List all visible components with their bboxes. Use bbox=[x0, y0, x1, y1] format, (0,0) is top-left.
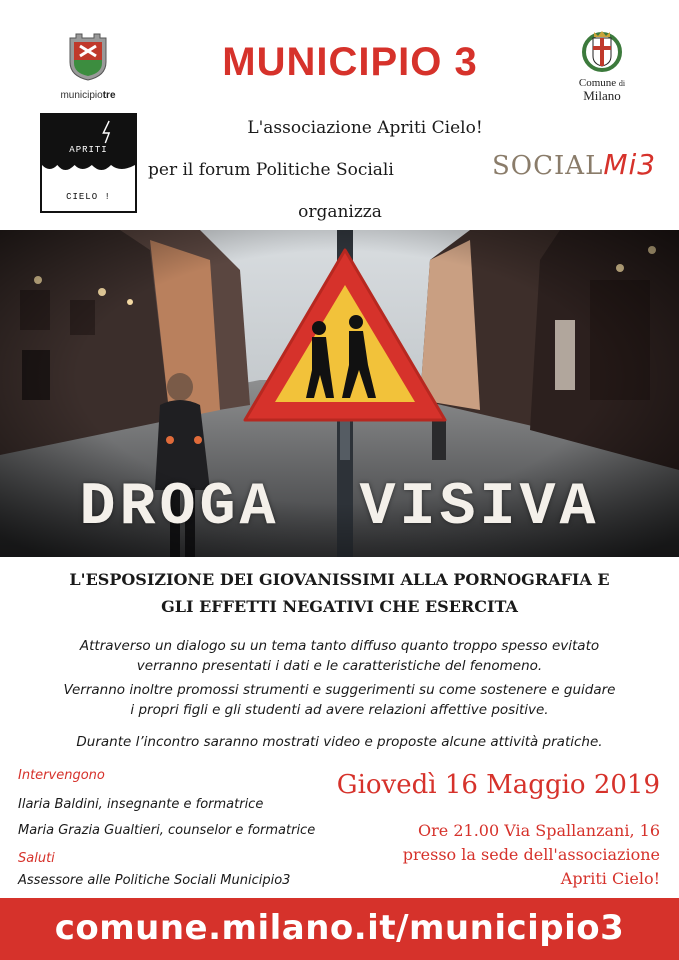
description-line: i propri figli e gli studenti ad avere relazioni affettive positive. bbox=[130, 702, 549, 718]
subtitle-line-2: GLI EFFETTI NEGATIVI CHE ESERCITA bbox=[161, 597, 518, 616]
event-time-place: Ore 21.00 Via Spallanzani, 16 bbox=[418, 821, 660, 840]
municipio-tre-logo bbox=[46, 32, 130, 102]
description-paragraph-1 bbox=[20, 636, 659, 676]
milano-crest-icon bbox=[579, 28, 625, 74]
description-line: verranno presentati i dati e le caratteristiche del fenomeno. bbox=[136, 658, 543, 674]
event-location-line-1: presso la sede dell'associazione bbox=[402, 845, 660, 864]
footer-url-link[interactable]: comune.milano.it/municipio3 bbox=[54, 908, 625, 948]
cielo-text: CIELO ! bbox=[66, 192, 111, 202]
description-line: Verranno inoltre promossi strumenti e suggerimenti su come sostenere e guidare bbox=[63, 682, 616, 698]
logo-right-milano: Milano bbox=[583, 88, 621, 103]
intro-line-1: L'associazione Apriti Cielo! bbox=[247, 118, 483, 138]
event-date: Giovedì 16 Maggio 2019 bbox=[336, 770, 660, 800]
apriti-text: APRITI bbox=[69, 145, 108, 155]
logo-right-di: di bbox=[618, 79, 626, 88]
intro-line-3: organizza bbox=[298, 202, 382, 222]
speakers-heading: Intervengono bbox=[18, 768, 105, 783]
social-suffix: Mi3 bbox=[603, 148, 657, 181]
description-line: Attraverso un dialogo su un tema tanto diffuso quanto troppo spesso evitato bbox=[79, 638, 600, 654]
subtitle bbox=[20, 566, 659, 620]
greetings-heading: Saluti bbox=[18, 851, 55, 866]
municipio-shield-icon bbox=[66, 32, 110, 82]
event-location-line-2: Apriti Cielo! bbox=[560, 869, 660, 888]
social-prefix: SOCIAL bbox=[492, 151, 604, 181]
apriti-cielo-logo bbox=[40, 113, 137, 213]
socialmi3-logo bbox=[492, 148, 656, 181]
comune-milano-logo bbox=[562, 28, 642, 108]
footer-banner bbox=[0, 898, 679, 960]
intro-line-2: per il forum Politiche Sociali bbox=[148, 160, 394, 180]
description-paragraph-2 bbox=[20, 680, 659, 720]
headline: DROGA VISIVA bbox=[79, 474, 600, 542]
logo-right-comune: Comune bbox=[578, 77, 617, 89]
description-paragraph-3: Durante l’incontro saranno mostrati video e proposte alcune attività pratiche. bbox=[76, 734, 603, 750]
subtitle-line-1: L'ESPOSIZIONE DEI GIOVANISSIMI ALLA PORNOGRAFIA E bbox=[69, 570, 610, 589]
logo-left-prefix: municipio bbox=[60, 90, 103, 101]
logo-left-suffix: tre bbox=[102, 90, 116, 101]
speaker-item: Ilaria Baldini, insegnante e formatrice bbox=[18, 797, 264, 812]
speaker-item: Maria Grazia Gualtieri, counselor e formatrice bbox=[18, 823, 316, 838]
greetings-item: Assessore alle Politiche Sociali Municipio3 bbox=[18, 873, 291, 888]
page-title: MUNICIPIO 3 bbox=[222, 40, 478, 84]
